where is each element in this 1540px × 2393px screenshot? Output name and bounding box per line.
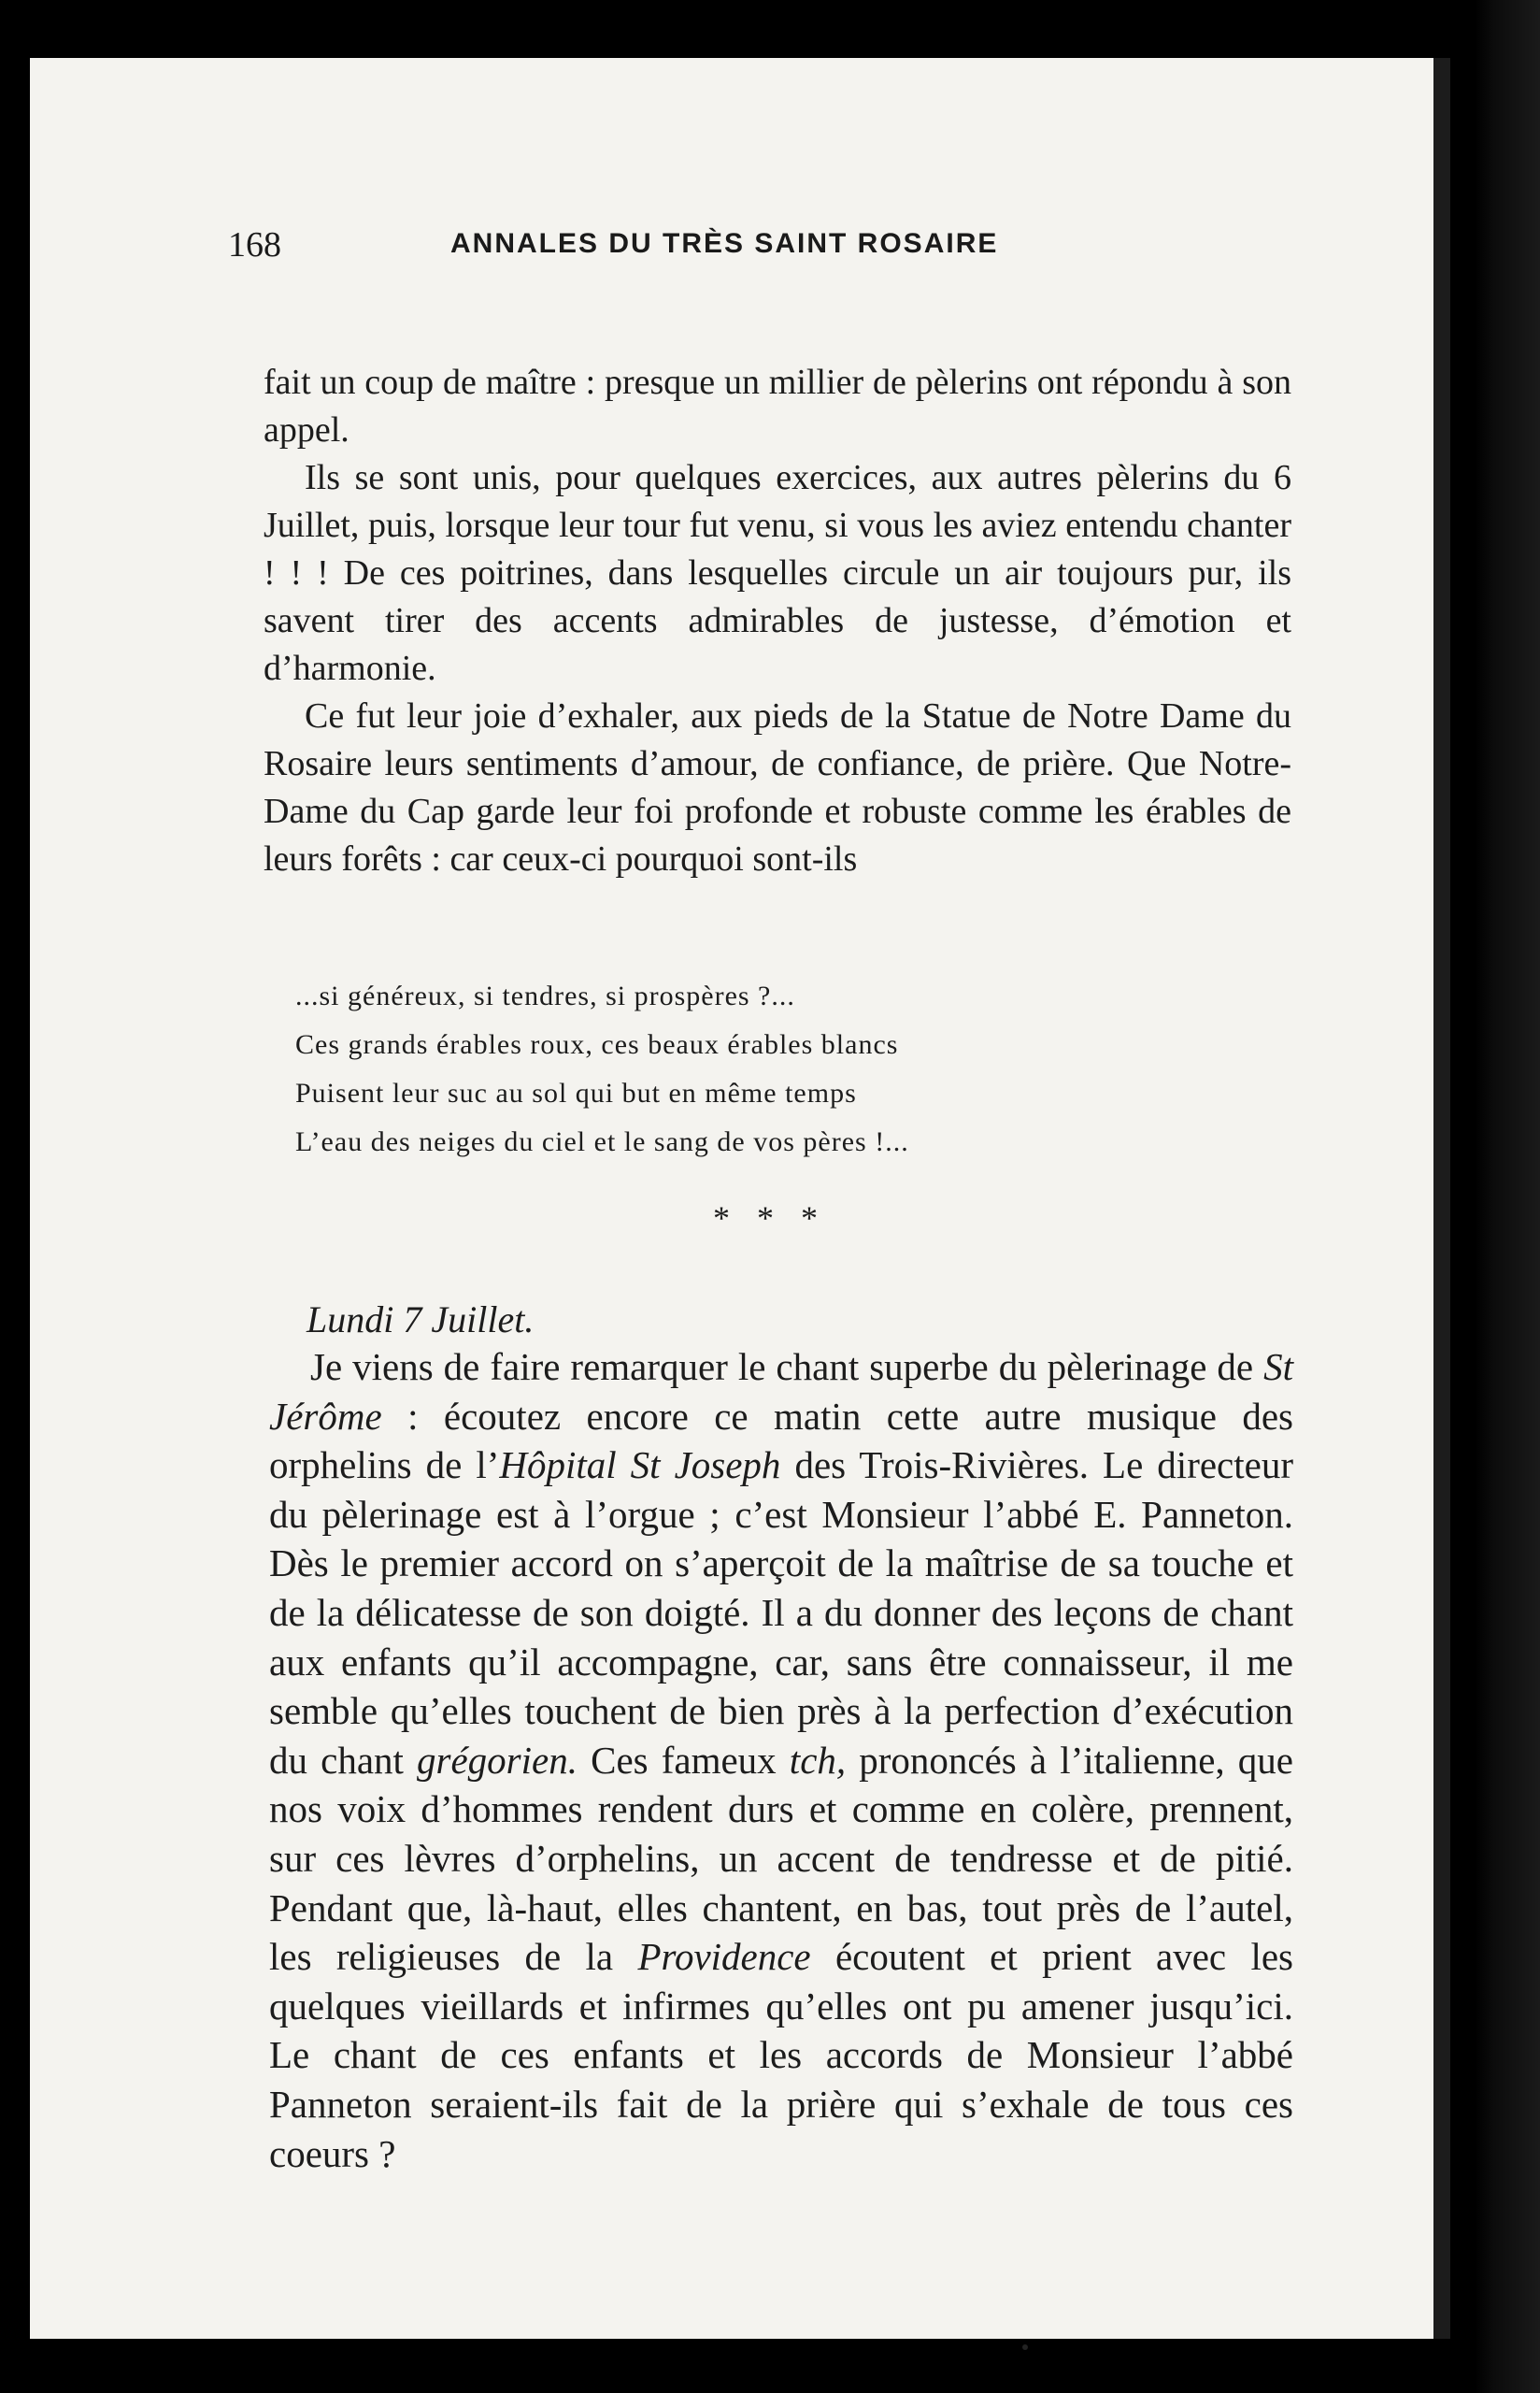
poem-line: ...si généreux, si tendres, si prospères ?...	[295, 981, 795, 1011]
poem-line: Puisent leur suc au sol qui but en même temps	[295, 1078, 857, 1109]
text-run: écoutent et prient avec les quelques vieillards et infirmes qu’elles ont pu amener jusqu’ici. Le chant de ces enfants et les accords de Monsieur l’abbé Panneton seraient-ils fait de la prière qui s’exhale de tous ces coeurs ?	[269, 1935, 1293, 2175]
page-header	[228, 224, 1387, 280]
binding-edge	[1475, 0, 1540, 2393]
text-run: des Trois-Rivières. Le directeur du pèlerinage est à l’orgue ; c’est Monsieur l’abbé E. Panneton. Dès le premier accord on s’aperçoit de la maîtrise de sa touche et de la délicatesse de son doigté. Il a du donner des leçons de chant aux enfants qu’il accompagne, car, sans être connaisseur, il me semble qu’elles touchent de bien près à la perfection d’exécution du chant	[269, 1443, 1293, 1782]
italic-run: tch,	[789, 1738, 847, 1782]
text-run: prononcés à l’italienne, que nos voix d’hommes rendent durs et comme en colère, prennent, sur ces lèvres d’orphelins, un accent de tendresse et de pitié. Pendant que, là-haut, elles chantent, en bas, tout près de l’autel, les religieuses de la	[269, 1738, 1293, 1979]
page-number: 168	[228, 225, 281, 265]
italic-run: St Jérôme	[269, 1345, 1293, 1438]
paragraph-singing: Ils se sont unis, pour quelques exercices, aux autres pèlerins du 6 Juillet, puis, lorsque leur tour fut venu, si vous les aviez entendu chanter ! ! ! De ces poitrines, dans lesquelles circule un air toujours pur, ils savent tirer des accents admirables de justesse, d’émotion et d’harmonie.	[264, 458, 1291, 688]
poem-quote	[295, 972, 1230, 1167]
italic-run: Providence	[637, 1935, 811, 1979]
dateline: Lundi 7 Juillet.	[307, 1298, 535, 1340]
ink-speck	[1022, 2344, 1028, 2350]
italic-run: Hôpital St Joseph	[499, 1443, 781, 1487]
text-run: Ces fameux	[577, 1738, 790, 1782]
poem-line: L’eau des neiges du ciel et le sang de vos pères !...	[295, 1126, 909, 1157]
text-block-upper	[264, 359, 1291, 883]
running-title: ANNALES DU TRÈS SAINT ROSAIRE	[450, 228, 999, 259]
section-separator: * * *	[713, 1199, 827, 1237]
poem-line: Ces grands érables roux, ces beaux érables blancs	[295, 1029, 899, 1060]
text-run: Je viens de faire remarquer le chant superbe du pèlerinage de	[310, 1345, 1264, 1388]
paragraph-orphans	[269, 1342, 1293, 2178]
paragraph-statue: Ce fut leur joie d’exhaler, aux pieds de la Statue de Notre Dame du Rosaire leurs sentiments d’amour, de confiance, de prière. Que Notre-Dame du Cap garde leur foi profonde et robuste comme les érables de leurs forêts : car ceux-ci pourquoi sont-ils	[264, 696, 1291, 879]
text-block-lower	[269, 1342, 1293, 2178]
italic-run: grégorien.	[417, 1738, 578, 1782]
text-run: : écoutez encore ce matin cette autre musique des orphelins de l’	[269, 1394, 1293, 1487]
paragraph-continuation: fait un coup de maître : presque un millier de pèlerins ont répondu à son appel.	[264, 363, 1291, 450]
